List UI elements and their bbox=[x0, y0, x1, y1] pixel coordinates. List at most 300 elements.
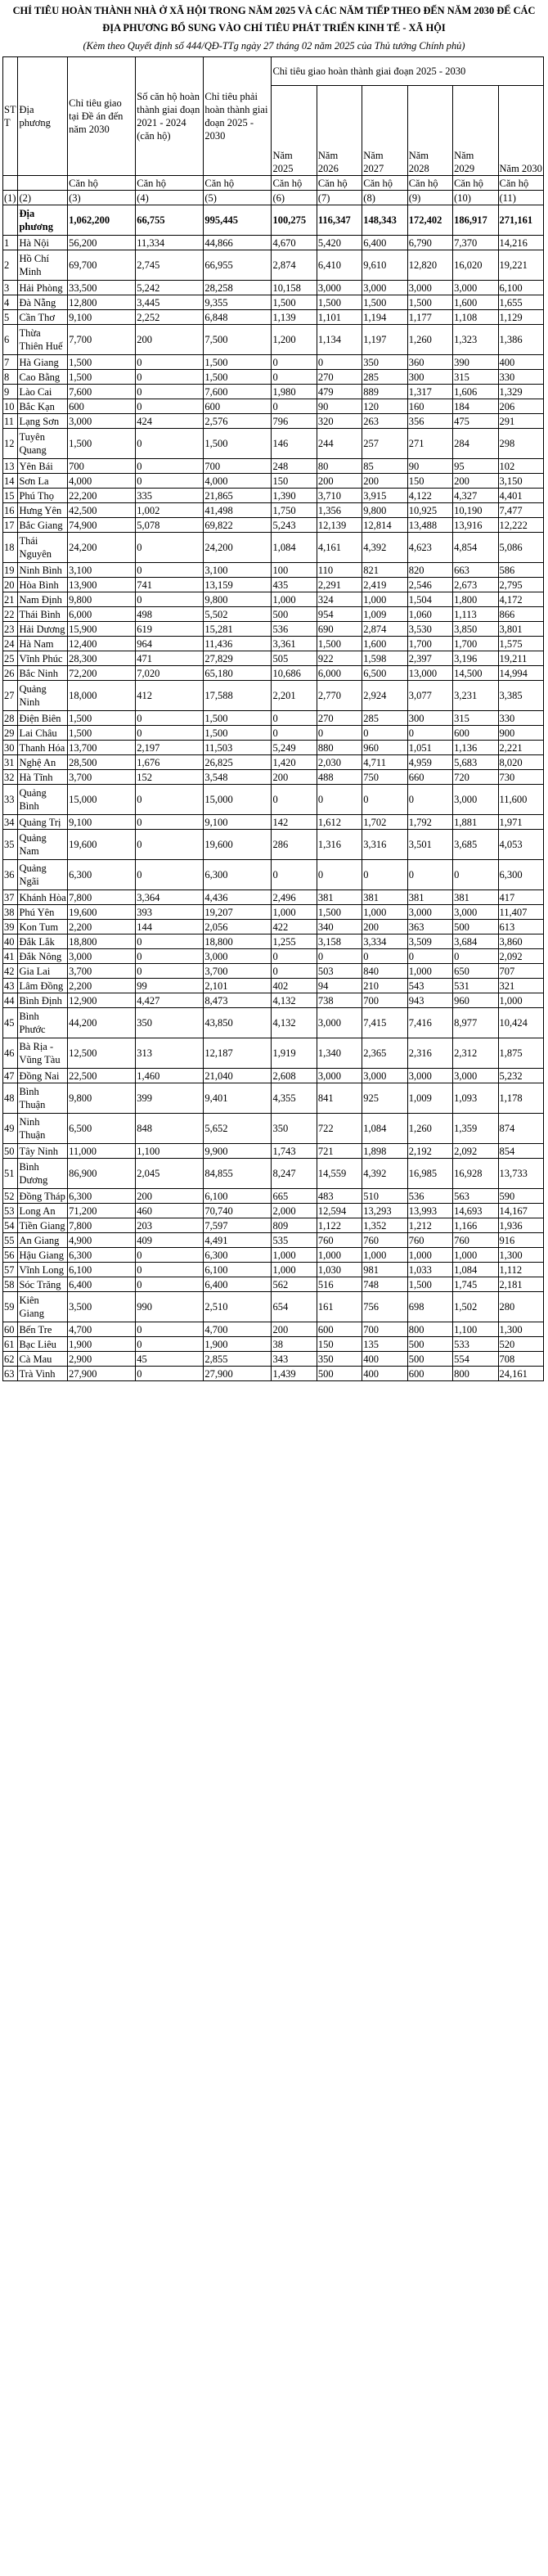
locality-cell: Ninh Thuận bbox=[18, 1114, 68, 1144]
target-2030-cell: 1,500 bbox=[68, 726, 136, 741]
year-2028-cell: 1,177 bbox=[407, 310, 452, 325]
year-2025-cell: 100 bbox=[272, 563, 317, 578]
locality-cell: Thanh Hóa bbox=[18, 741, 68, 755]
year-2026-cell: 0 bbox=[317, 785, 362, 815]
stt-cell: 19 bbox=[3, 563, 18, 578]
year-2030-cell: 12,222 bbox=[498, 518, 544, 533]
unit-cell bbox=[3, 176, 18, 191]
year-2026-cell: 1,612 bbox=[317, 815, 362, 830]
year-2026-cell: 381 bbox=[317, 890, 362, 905]
completed-cell: 0 bbox=[136, 1263, 204, 1277]
stt-cell: 38 bbox=[3, 905, 18, 920]
locality-cell: Hà Nội bbox=[18, 236, 68, 250]
locality-cell: Hải Phòng bbox=[18, 281, 68, 295]
year-2027-cell: 750 bbox=[362, 770, 407, 785]
year-2029-cell: 3,000 bbox=[453, 785, 498, 815]
year-2026-cell: 340 bbox=[317, 920, 362, 934]
completed-cell: 2,197 bbox=[136, 741, 204, 755]
stt-cell: 26 bbox=[3, 666, 18, 681]
year-2027-cell: 13,293 bbox=[362, 1204, 407, 1218]
year-2025-cell: 8,247 bbox=[272, 1159, 317, 1189]
target-2030-cell: 13,700 bbox=[68, 741, 136, 755]
year-2025-cell: 422 bbox=[272, 920, 317, 934]
year-2028-cell: 0 bbox=[407, 860, 452, 890]
year-2025-cell: 1,500 bbox=[272, 295, 317, 310]
locality-cell: Hồ Chí Minh bbox=[18, 250, 68, 281]
year-2030-cell: 1,300 bbox=[498, 1248, 544, 1263]
stt-cell: 3 bbox=[3, 281, 18, 295]
year-2025-cell: 200 bbox=[272, 1322, 317, 1337]
target-2030-cell: 1,900 bbox=[68, 1337, 136, 1352]
year-2030-cell: 14,216 bbox=[498, 236, 544, 250]
year-2028-cell: 1,051 bbox=[407, 741, 452, 755]
year-2030-cell: 417 bbox=[498, 890, 544, 905]
year-2029-cell: 1,100 bbox=[453, 1322, 498, 1337]
remaining-cell: 41,498 bbox=[204, 503, 272, 518]
year-2029-cell: 200 bbox=[453, 474, 498, 489]
stt-cell: 57 bbox=[3, 1263, 18, 1277]
column-number-cell: (8) bbox=[362, 191, 407, 205]
completed-cell: 0 bbox=[136, 370, 204, 385]
year-2028-cell: 150 bbox=[407, 474, 452, 489]
year-2030-cell: 916 bbox=[498, 1233, 544, 1248]
year-2028-cell: 2,316 bbox=[407, 1038, 452, 1069]
stt-cell: 32 bbox=[3, 770, 18, 785]
year-2028-cell: 363 bbox=[407, 920, 452, 934]
year-2027-cell: 1,084 bbox=[362, 1114, 407, 1144]
stt-cell: 36 bbox=[3, 860, 18, 890]
year-2025-cell: 0 bbox=[272, 949, 317, 964]
total-cell: 66,755 bbox=[136, 205, 204, 236]
table-row bbox=[3, 979, 544, 993]
remaining-cell: 19,207 bbox=[204, 905, 272, 920]
stt-cell: 46 bbox=[3, 1038, 18, 1069]
year-2027-cell: 748 bbox=[362, 1277, 407, 1292]
year-2027-cell: 700 bbox=[362, 993, 407, 1008]
target-2030-cell: 3,500 bbox=[68, 1292, 136, 1322]
completed-cell: 0 bbox=[136, 830, 204, 860]
completed-cell: 471 bbox=[136, 651, 204, 666]
remaining-cell: 1,500 bbox=[204, 711, 272, 726]
completed-cell: 0 bbox=[136, 592, 204, 607]
year-2028-cell: 13,993 bbox=[407, 1204, 452, 1218]
year-2029-cell: 1,800 bbox=[453, 592, 498, 607]
target-2030-cell: 7,800 bbox=[68, 890, 136, 905]
year-2029-cell: 554 bbox=[453, 1352, 498, 1367]
header-year-2030: Năm 2030 bbox=[498, 86, 544, 176]
year-2028-cell: 160 bbox=[407, 399, 452, 414]
year-2029-cell: 10,190 bbox=[453, 503, 498, 518]
locality-cell: Hà Nam bbox=[18, 637, 68, 651]
table-row bbox=[3, 370, 544, 385]
locality-cell: Gia Lai bbox=[18, 964, 68, 979]
year-2026-cell: 1,316 bbox=[317, 830, 362, 860]
table-body bbox=[3, 176, 544, 1381]
table-row bbox=[3, 429, 544, 459]
year-2029-cell: 1,113 bbox=[453, 607, 498, 622]
year-2030-cell: 5,086 bbox=[498, 533, 544, 563]
completed-cell: 964 bbox=[136, 637, 204, 651]
locality-cell: Quảng Trị bbox=[18, 815, 68, 830]
locality-cell: Bình Thuận bbox=[18, 1083, 68, 1114]
year-2027-cell: 2,365 bbox=[362, 1038, 407, 1069]
year-2029-cell: 1,108 bbox=[453, 310, 498, 325]
year-2030-cell: 866 bbox=[498, 607, 544, 622]
table-row bbox=[3, 607, 544, 622]
year-2029-cell: 184 bbox=[453, 399, 498, 414]
year-2030-cell: 330 bbox=[498, 370, 544, 385]
year-2029-cell: 1,136 bbox=[453, 741, 498, 755]
completed-cell: 0 bbox=[136, 1248, 204, 1263]
completed-cell: 848 bbox=[136, 1114, 204, 1144]
table-row bbox=[3, 325, 544, 355]
column-number-cell: (2) bbox=[18, 191, 68, 205]
completed-cell: 152 bbox=[136, 770, 204, 785]
remaining-cell: 600 bbox=[204, 399, 272, 414]
header-target-2030: Chỉ tiêu giao tại Đề án đến năm 2030 bbox=[68, 57, 136, 176]
completed-cell: 313 bbox=[136, 1038, 204, 1069]
header-year-2025: Năm 2025 bbox=[272, 86, 317, 176]
table-row bbox=[3, 310, 544, 325]
year-2025-cell: 562 bbox=[272, 1277, 317, 1292]
locality-cell: Đắk Nông bbox=[18, 949, 68, 964]
completed-cell: 0 bbox=[136, 533, 204, 563]
table-row bbox=[3, 592, 544, 607]
locality-cell: Nam Định bbox=[18, 592, 68, 607]
completed-cell: 0 bbox=[136, 459, 204, 474]
header-year-2029: Năm 2029 bbox=[453, 86, 498, 176]
completed-cell: 5,078 bbox=[136, 518, 204, 533]
year-2026-cell: 110 bbox=[317, 563, 362, 578]
target-2030-cell: 24,200 bbox=[68, 533, 136, 563]
year-2029-cell: 663 bbox=[453, 563, 498, 578]
year-2027-cell: 9,610 bbox=[362, 250, 407, 281]
target-2030-cell: 13,900 bbox=[68, 578, 136, 592]
completed-cell: 0 bbox=[136, 815, 204, 830]
year-2029-cell: 0 bbox=[453, 860, 498, 890]
year-2030-cell: 1,300 bbox=[498, 1322, 544, 1337]
year-2028-cell: 1,000 bbox=[407, 964, 452, 979]
remaining-cell: 65,180 bbox=[204, 666, 272, 681]
year-2030-cell: 590 bbox=[498, 1189, 544, 1204]
stt-cell: 49 bbox=[3, 1114, 18, 1144]
target-2030-cell: 6,400 bbox=[68, 1277, 136, 1292]
header-stt: STT bbox=[3, 57, 18, 176]
year-2030-cell: 102 bbox=[498, 459, 544, 474]
year-2027-cell: 210 bbox=[362, 979, 407, 993]
year-2029-cell: 563 bbox=[453, 1189, 498, 1204]
table-row bbox=[3, 1144, 544, 1159]
year-2026-cell: 1,030 bbox=[317, 1263, 362, 1277]
total-cell: 186,917 bbox=[453, 205, 498, 236]
remaining-cell: 27,829 bbox=[204, 651, 272, 666]
table-row bbox=[3, 1337, 544, 1352]
year-2027-cell: 510 bbox=[362, 1189, 407, 1204]
year-2026-cell: 161 bbox=[317, 1292, 362, 1322]
year-2029-cell: 3,850 bbox=[453, 622, 498, 637]
stt-cell: 54 bbox=[3, 1218, 18, 1233]
table-row bbox=[3, 993, 544, 1008]
target-2030-cell: 6,300 bbox=[68, 1248, 136, 1263]
stt-cell: 56 bbox=[3, 1248, 18, 1263]
remaining-cell: 1,500 bbox=[204, 355, 272, 370]
locality-cell: Đồng Tháp bbox=[18, 1189, 68, 1204]
table-row bbox=[3, 860, 544, 890]
stt-cell: 27 bbox=[3, 681, 18, 711]
year-2026-cell: 270 bbox=[317, 370, 362, 385]
year-2028-cell: 3,509 bbox=[407, 934, 452, 949]
year-2026-cell: 1,122 bbox=[317, 1218, 362, 1233]
stt-cell: 6 bbox=[3, 325, 18, 355]
target-2030-cell: 18,800 bbox=[68, 934, 136, 949]
unit-row bbox=[3, 176, 544, 191]
column-number-cell: (4) bbox=[136, 191, 204, 205]
year-2025-cell: 1,750 bbox=[272, 503, 317, 518]
target-2030-cell: 6,000 bbox=[68, 607, 136, 622]
year-2029-cell: 315 bbox=[453, 370, 498, 385]
completed-cell: 99 bbox=[136, 979, 204, 993]
year-2026-cell: 1,500 bbox=[317, 637, 362, 651]
year-2026-cell: 3,158 bbox=[317, 934, 362, 949]
year-2026-cell: 350 bbox=[317, 1352, 362, 1367]
year-2027-cell: 1,197 bbox=[362, 325, 407, 355]
year-2026-cell: 6,000 bbox=[317, 666, 362, 681]
locality-cell: Lào Cai bbox=[18, 385, 68, 399]
year-2025-cell: 3,361 bbox=[272, 637, 317, 651]
completed-cell: 2,252 bbox=[136, 310, 204, 325]
table-row bbox=[3, 1367, 544, 1381]
year-2030-cell: 2,795 bbox=[498, 578, 544, 592]
year-2030-cell: 3,385 bbox=[498, 681, 544, 711]
completed-cell: 5,242 bbox=[136, 281, 204, 295]
stt-cell: 51 bbox=[3, 1159, 18, 1189]
year-2025-cell: 4,132 bbox=[272, 993, 317, 1008]
year-2025-cell: 5,243 bbox=[272, 518, 317, 533]
year-2030-cell: 707 bbox=[498, 964, 544, 979]
locality-cell: Yên Bái bbox=[18, 459, 68, 474]
completed-cell: 409 bbox=[136, 1233, 204, 1248]
year-2029-cell: 2,312 bbox=[453, 1038, 498, 1069]
stt-cell: 44 bbox=[3, 993, 18, 1008]
remaining-cell: 13,159 bbox=[204, 578, 272, 592]
table-row bbox=[3, 533, 544, 563]
year-2028-cell: 0 bbox=[407, 785, 452, 815]
table-row bbox=[3, 578, 544, 592]
year-2026-cell: 90 bbox=[317, 399, 362, 414]
unit-cell: Căn hộ bbox=[317, 176, 362, 191]
year-2028-cell: 0 bbox=[407, 726, 452, 741]
table-row bbox=[3, 518, 544, 533]
year-2026-cell: 738 bbox=[317, 993, 362, 1008]
remaining-cell: 27,900 bbox=[204, 1367, 272, 1381]
column-number-cell: (9) bbox=[407, 191, 452, 205]
year-2027-cell: 2,874 bbox=[362, 622, 407, 637]
remaining-cell: 4,491 bbox=[204, 1233, 272, 1248]
year-2029-cell: 1,359 bbox=[453, 1114, 498, 1144]
year-2027-cell: 0 bbox=[362, 949, 407, 964]
unit-cell: Căn hộ bbox=[362, 176, 407, 191]
header-year-2026: Năm 2026 bbox=[317, 86, 362, 176]
table-row bbox=[3, 250, 544, 281]
year-2025-cell: 796 bbox=[272, 414, 317, 429]
year-2029-cell: 381 bbox=[453, 890, 498, 905]
year-2025-cell: 2,608 bbox=[272, 1069, 317, 1083]
year-2028-cell: 360 bbox=[407, 355, 452, 370]
year-2027-cell: 1,009 bbox=[362, 607, 407, 622]
remaining-cell: 7,600 bbox=[204, 385, 272, 399]
year-2028-cell: 271 bbox=[407, 429, 452, 459]
year-2028-cell: 13,488 bbox=[407, 518, 452, 533]
stt-cell: 55 bbox=[3, 1233, 18, 1248]
year-2028-cell: 0 bbox=[407, 949, 452, 964]
year-2025-cell: 2,000 bbox=[272, 1204, 317, 1218]
completed-cell: 2,045 bbox=[136, 1159, 204, 1189]
year-2030-cell: 321 bbox=[498, 979, 544, 993]
table-row bbox=[3, 637, 544, 651]
locality-cell: Phú Thọ bbox=[18, 489, 68, 503]
year-2029-cell: 4,327 bbox=[453, 489, 498, 503]
stt-cell: 8 bbox=[3, 370, 18, 385]
completed-cell: 144 bbox=[136, 920, 204, 934]
year-2029-cell: 8,977 bbox=[453, 1008, 498, 1038]
table-row bbox=[3, 711, 544, 726]
table-row bbox=[3, 1038, 544, 1069]
year-2027-cell: 0 bbox=[362, 860, 407, 890]
year-2026-cell: 760 bbox=[317, 1233, 362, 1248]
remaining-cell: 6,400 bbox=[204, 1277, 272, 1292]
year-2027-cell: 889 bbox=[362, 385, 407, 399]
year-2028-cell: 3,530 bbox=[407, 622, 452, 637]
target-2030-cell: 1,500 bbox=[68, 355, 136, 370]
stt-cell: 14 bbox=[3, 474, 18, 489]
table-row bbox=[3, 1218, 544, 1233]
table-row bbox=[3, 295, 544, 310]
table-row bbox=[3, 1352, 544, 1367]
year-2027-cell: 3,334 bbox=[362, 934, 407, 949]
year-2026-cell: 503 bbox=[317, 964, 362, 979]
year-2026-cell: 94 bbox=[317, 979, 362, 993]
completed-cell: 0 bbox=[136, 1367, 204, 1381]
target-2030-cell: 7,800 bbox=[68, 1218, 136, 1233]
year-2028-cell: 1,500 bbox=[407, 295, 452, 310]
year-2027-cell: 200 bbox=[362, 474, 407, 489]
locality-cell: Hưng Yên bbox=[18, 503, 68, 518]
year-2026-cell: 2,030 bbox=[317, 755, 362, 770]
year-2030-cell: 730 bbox=[498, 770, 544, 785]
table-row bbox=[3, 399, 544, 414]
year-2030-cell: 1,000 bbox=[498, 993, 544, 1008]
year-2029-cell: 3,196 bbox=[453, 651, 498, 666]
year-2026-cell: 1,356 bbox=[317, 503, 362, 518]
year-2030-cell: 400 bbox=[498, 355, 544, 370]
year-2026-cell: 0 bbox=[317, 726, 362, 741]
stt-cell: 62 bbox=[3, 1352, 18, 1367]
year-2027-cell: 2,419 bbox=[362, 578, 407, 592]
target-2030-cell: 56,200 bbox=[68, 236, 136, 250]
year-2030-cell: 291 bbox=[498, 414, 544, 429]
remaining-cell: 26,825 bbox=[204, 755, 272, 770]
year-2028-cell: 1,500 bbox=[407, 1277, 452, 1292]
year-2030-cell: 6,100 bbox=[498, 281, 544, 295]
year-2030-cell: 280 bbox=[498, 1292, 544, 1322]
completed-cell: 1,676 bbox=[136, 755, 204, 770]
stt-cell: 9 bbox=[3, 385, 18, 399]
target-2030-cell: 6,300 bbox=[68, 860, 136, 890]
year-2030-cell: 1,875 bbox=[498, 1038, 544, 1069]
locality-cell: Điện Biên bbox=[18, 711, 68, 726]
table-row bbox=[3, 1233, 544, 1248]
year-2030-cell: 4,053 bbox=[498, 830, 544, 860]
stt-cell: 52 bbox=[3, 1189, 18, 1204]
remaining-cell: 9,800 bbox=[204, 592, 272, 607]
year-2029-cell: 1,600 bbox=[453, 295, 498, 310]
completed-cell: 0 bbox=[136, 711, 204, 726]
remaining-cell: 70,740 bbox=[204, 1204, 272, 1218]
stt-cell: 10 bbox=[3, 399, 18, 414]
year-2025-cell: 150 bbox=[272, 474, 317, 489]
locality-cell: An Giang bbox=[18, 1233, 68, 1248]
year-2025-cell: 286 bbox=[272, 830, 317, 860]
remaining-cell: 3,000 bbox=[204, 949, 272, 964]
target-2030-cell: 700 bbox=[68, 459, 136, 474]
year-2029-cell: 95 bbox=[453, 459, 498, 474]
year-2030-cell: 1,575 bbox=[498, 637, 544, 651]
year-2029-cell: 1,502 bbox=[453, 1292, 498, 1322]
stt-cell: 30 bbox=[3, 741, 18, 755]
year-2028-cell: 356 bbox=[407, 414, 452, 429]
year-2029-cell: 3,231 bbox=[453, 681, 498, 711]
year-2030-cell: 708 bbox=[498, 1352, 544, 1367]
year-2026-cell: 4,161 bbox=[317, 533, 362, 563]
year-2028-cell: 1,009 bbox=[407, 1083, 452, 1114]
year-2029-cell: 4,854 bbox=[453, 533, 498, 563]
target-2030-cell: 3,700 bbox=[68, 770, 136, 785]
completed-cell: 0 bbox=[136, 429, 204, 459]
target-2030-cell: 69,700 bbox=[68, 250, 136, 281]
remaining-cell: 5,652 bbox=[204, 1114, 272, 1144]
year-2025-cell: 0 bbox=[272, 964, 317, 979]
locality-cell: Bà Rịa - Vũng Tàu bbox=[18, 1038, 68, 1069]
year-2026-cell: 922 bbox=[317, 651, 362, 666]
stt-cell: 41 bbox=[3, 949, 18, 964]
target-2030-cell: 1,500 bbox=[68, 429, 136, 459]
target-2030-cell: 6,300 bbox=[68, 1189, 136, 1204]
stt-cell: 13 bbox=[3, 459, 18, 474]
year-2025-cell: 1,000 bbox=[272, 1263, 317, 1277]
remaining-cell: 5,502 bbox=[204, 607, 272, 622]
target-2030-cell: 6,500 bbox=[68, 1114, 136, 1144]
remaining-cell: 24,200 bbox=[204, 533, 272, 563]
year-2030-cell: 2,181 bbox=[498, 1277, 544, 1292]
locality-cell: Thái Bình bbox=[18, 607, 68, 622]
locality-cell: Thừa Thiên Huế bbox=[18, 325, 68, 355]
year-2025-cell: 4,355 bbox=[272, 1083, 317, 1114]
table-row bbox=[3, 770, 544, 785]
year-2030-cell: 11,407 bbox=[498, 905, 544, 920]
total-row bbox=[3, 205, 544, 236]
target-2030-cell: 19,600 bbox=[68, 905, 136, 920]
year-2026-cell: 320 bbox=[317, 414, 362, 429]
year-2028-cell: 7,416 bbox=[407, 1008, 452, 1038]
year-2026-cell: 200 bbox=[317, 474, 362, 489]
year-2030-cell: 19,211 bbox=[498, 651, 544, 666]
table-row bbox=[3, 1083, 544, 1114]
year-2025-cell: 535 bbox=[272, 1233, 317, 1248]
year-2025-cell: 1,200 bbox=[272, 325, 317, 355]
year-2030-cell: 1,971 bbox=[498, 815, 544, 830]
year-2026-cell: 12,139 bbox=[317, 518, 362, 533]
year-2026-cell: 244 bbox=[317, 429, 362, 459]
